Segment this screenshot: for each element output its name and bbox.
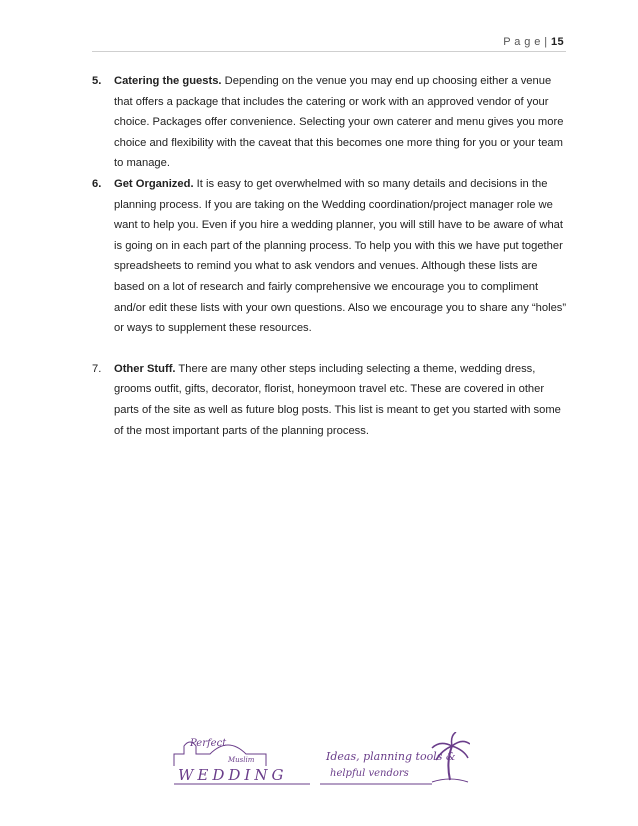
- page-header: [503, 36, 564, 48]
- logo-wedding-text: WEDDING: [178, 766, 288, 784]
- item-title: Get Organized.: [114, 177, 194, 190]
- tagline-line1: Ideas, planning tools &: [326, 750, 456, 763]
- page-separator: |: [544, 36, 548, 48]
- item-number: 6.: [92, 177, 102, 190]
- item-title: Catering the guests.: [114, 75, 222, 87]
- item-number: 5.: [92, 75, 102, 87]
- page-number: 15: [550, 36, 564, 48]
- spacer: [92, 339, 567, 359]
- page-label: P a g e: [503, 36, 541, 48]
- logo-perfect-text: Perfect: [190, 738, 227, 749]
- list-item-catering: [92, 71, 567, 174]
- logo-muslim-text: Muslim: [228, 756, 255, 764]
- document-body: [92, 71, 567, 441]
- item-text: There are many other steps including selecting a theme, wedding dress, grooms outfit, gifts, decorator, florist, honeymoon travel etc. These are covered in other parts of the site as well as future blog posts. This list is meant to get you started with some of the most important parts of the planning process.: [114, 362, 561, 437]
- item-text: Depending on the venue you may end up choosing either a venue that offers a package that includes the catering or work with an approved vendor of your choice. Packages offer convenience. Selecting your own caterer and menu gives you more choice and flexibility with the caveat that this becomes one more thing for you or your team to manage.: [114, 75, 564, 170]
- item-title: Other Stuff.: [114, 362, 176, 375]
- item-number: 7.: [92, 362, 102, 375]
- list-item-other-stuff: [92, 359, 567, 441]
- footer-logo: [170, 732, 470, 792]
- list-item-get-organized: [92, 174, 567, 339]
- header-divider: [92, 51, 566, 52]
- item-text: It is easy to get overwhelmed with so many details and decisions in the planning process. If you are taking on the Wedding coordination/project manager role we want to help you. Even if you hire a wedding planner, you will still have to be aware of what is going on in each part of the planning process. To help you with this we have put together spreadsheets to remind you what to ask vendors and venues. Although these lists are based on a lot of research and fairly comprehensive we encourage you to compliment and/or edit these lists with your own questions. Also we encourage you to share any “holes” or ways to supplement these resources.: [114, 177, 567, 335]
- tagline-line2: helpful vendors: [330, 768, 409, 779]
